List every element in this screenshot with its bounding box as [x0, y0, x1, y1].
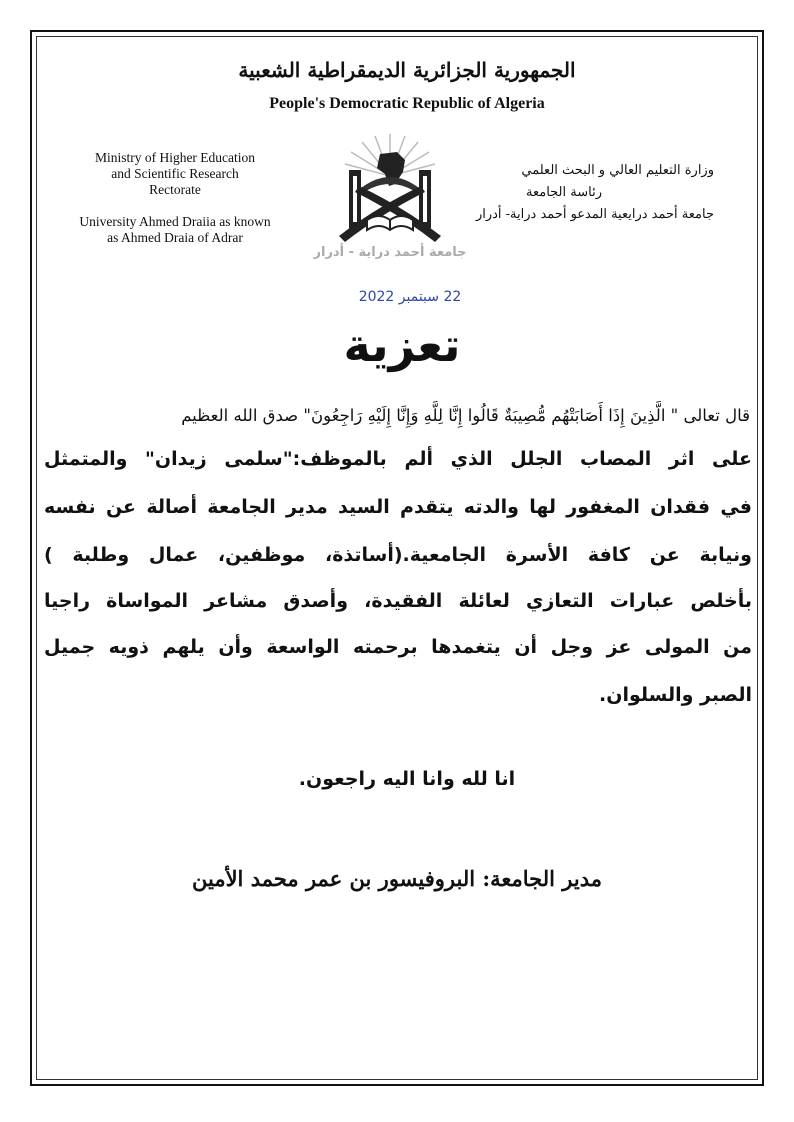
closing-phrase: انا لله وانا اليه راجعون. — [298, 768, 516, 790]
university-line: University Ahmed Draiia as known — [79, 214, 271, 229]
body-line: الصبر والسلوان. — [599, 684, 752, 706]
quran-verse: قال تعالى " الَّذِينَ إِذَا أَصَابَتْهُم مُّصِيبَةٌ قَالُوا إِنَّا لِلَّهِ وَإِنَّا إِلَيْهِ رَاجِعُونَ" صدق الله العظيم — [181, 406, 750, 425]
ministry-line-ar: وزارة التعليم العالي و البحث العلمي — [521, 163, 714, 178]
signature-line: مدير الجامعة: البروفيسور بن عمر محمد الأمين — [192, 866, 602, 891]
university-line-ar: جامعة أحمد درايعية المدعو أحمد دراية- أدرار — [475, 207, 714, 222]
university-logo — [313, 128, 467, 263]
university-line: as Ahmed Draia of Adrar — [107, 230, 243, 245]
page-title: تعزية — [343, 318, 461, 372]
republic-title-arabic: الجمهورية الجزائرية الديمقراطية الشعبية — [238, 58, 576, 82]
republic-title-english: People's Democratic Republic of Algeria — [269, 95, 545, 112]
body-line: في فقدان المغفور لها والدته يتقدم السيد مدير الجامعة أصالة عن نفسه — [44, 496, 752, 518]
body-line: من المولى عز وجل أن يتغمدها برحمته الواسعة وأن يلهم ذويه جميل — [44, 636, 752, 658]
ministry-block-arabic — [454, 160, 714, 226]
body-line: بأخلص عبارات التعازي لعائلة الفقيدة، وأصدق مشاعر المواساة راجيا — [44, 590, 752, 612]
body-line: ونيابة عن كافة الأسرة الجامعية.(أساتذة، موظفين، عمال وطلبة ) — [44, 544, 752, 566]
date-stamp: 22 سبتمبر 2022 — [358, 289, 462, 305]
logo-caption: جامعة أحمد دراية - أدرار — [313, 245, 467, 260]
body-line: على اثر المصاب الجلل الذي ألم بالموظف:"سلمى زيدان" والمتمثل — [44, 448, 752, 470]
ministry-line: Ministry of Higher Education — [94, 150, 256, 165]
rectorate-line-ar: رئاسة الجامعة — [526, 185, 602, 200]
ministry-block-english — [70, 150, 280, 246]
ministry-line: and Scientific Research — [111, 166, 239, 181]
rectorate-line: Rectorate — [149, 182, 201, 197]
